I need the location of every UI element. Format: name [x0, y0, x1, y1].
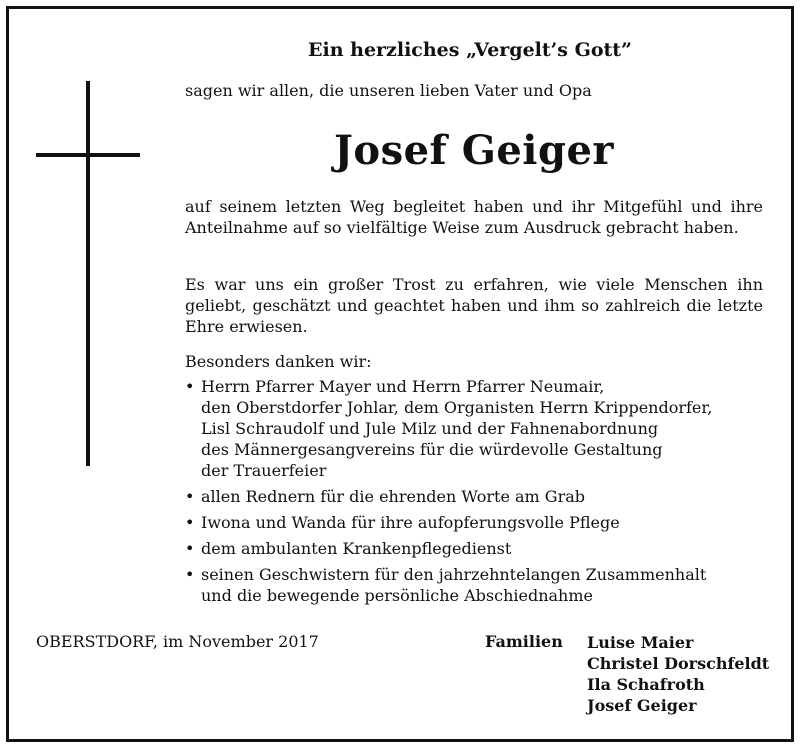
cross-icon-horizontal — [36, 153, 140, 157]
thanks-item: • allen Rednern für die ehrenden Worte am Grab — [185, 486, 763, 507]
obituary-frame — [6, 6, 794, 742]
place-date: OBERSTDORF, im November 2017 — [36, 632, 319, 651]
thanks-item: • seinen Geschwistern für den jahrzehntelangen Zusammenhalt und die bewegende persönliche Abschiednahme — [185, 564, 763, 606]
thanks-item: • dem ambulanten Krankenpflegedienst — [185, 538, 763, 559]
intro-line: sagen wir allen, die unseren lieben Vater und Opa — [185, 81, 592, 100]
thanks-item: • Iwona und Wanda für ihre aufopferungsvolle Pflege — [185, 512, 763, 533]
family-name: Josef Geiger — [587, 696, 697, 715]
families-list — [587, 632, 769, 716]
heading: Ein herzliches „Vergelt’s Gott” — [308, 39, 632, 61]
family-name: Christel Dorschfeldt — [587, 654, 770, 673]
family-name: Luise Maier — [587, 633, 694, 652]
thanks-label: Besonders danken wir: — [185, 352, 372, 371]
deceased-name: Josef Geiger — [333, 127, 614, 174]
cross-icon-vertical — [86, 81, 90, 466]
obituary-content — [9, 9, 791, 739]
families-label: Familien — [485, 632, 563, 651]
thanks-item: • Herrn Pfarrer Mayer und Herrn Pfarrer Neumair, den Oberstdorfer Johlar, dem Organisten Herrn Krippendorfer, Lisl Schraudolf und Jule Milz und der Fahnenabordnung des Männergesangvereins für die würdevolle Gestaltung der Trauerfeier — [185, 376, 763, 481]
thanks-list — [185, 376, 763, 611]
family-name: Ila Schafroth — [587, 675, 705, 694]
paragraph-2: Es war uns ein großer Trost zu erfahren, wie viele Menschen ihn geliebt, geschätzt und geachtet haben und ihm so zahlreich die letzte Ehre erwiesen. — [185, 275, 763, 336]
paragraph-1: auf seinem letzten Weg begleitet haben und ihr Mitgefühl und ihre Anteilnahme auf so vielfältige Weise zum Ausdruck gebracht haben. — [185, 197, 763, 237]
